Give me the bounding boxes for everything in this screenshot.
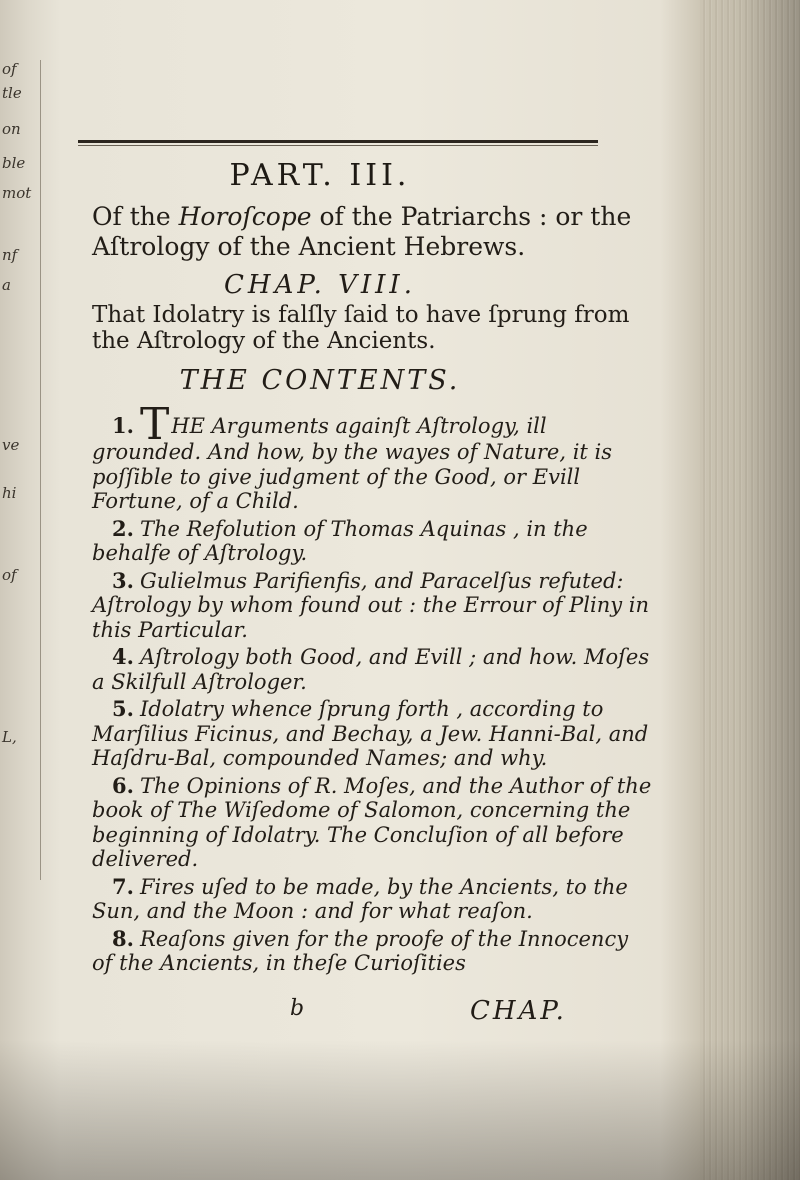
item-number: 1. xyxy=(112,413,134,438)
section-title xyxy=(92,202,652,262)
title-text-rest: of the Patriarchs : or the Aſtrology of the Ancient Hebrews. xyxy=(92,202,632,261)
prev-page-fragment: ble xyxy=(2,154,26,172)
chapter-heading: CHAP. VIII. xyxy=(224,270,416,300)
prev-page-fragment: of xyxy=(2,566,17,584)
item-text: Idolatry whence ſprung forth , according to Marſilius Ficinus, and Bechay, a Jew. Hanni-Bal, and Haſdru-Bal, compounded Names; and why. xyxy=(92,697,649,770)
contents-item xyxy=(92,875,652,924)
prev-page-fragment: ve xyxy=(2,436,20,454)
scan-shadow xyxy=(0,1040,800,1180)
contents-item xyxy=(92,569,652,643)
contents-item xyxy=(92,645,652,694)
header-rule xyxy=(78,140,598,143)
running-head: PART. III. xyxy=(229,158,411,193)
contents-item xyxy=(92,927,652,976)
prev-page-fragment: mot xyxy=(2,184,32,202)
book-page xyxy=(40,80,700,1040)
item-number: 8. xyxy=(112,925,134,951)
contents-item xyxy=(92,697,652,771)
drop-cap: T xyxy=(139,399,170,450)
item-text: The Refolution of Thomas Aquinas , in the behalfe of Aſtrology. xyxy=(92,516,588,565)
prev-page-fragment: hi xyxy=(2,484,17,502)
item-number: 3. xyxy=(112,567,134,593)
item-text: HE Arguments againſt Aſtrology, ill grounded. And how, by the wayes of Nature, it is poſſible to give judgment of the Good, or Evill Fortune, of a Child. xyxy=(92,414,613,513)
contents-item xyxy=(92,774,652,872)
item-number: 4. xyxy=(112,644,134,669)
item-text: Reaſons given for the proofe of the Innocency of the Ancients, in theſe Curioſities xyxy=(92,926,629,975)
contents-item xyxy=(92,517,652,566)
item-number: 6. xyxy=(112,772,134,798)
title-text: Of the xyxy=(92,202,179,231)
item-text: The Opinions of R. Moſes, and the Author of the book of The Wiſedome of Salomon, concerning the beginning of Idolatry. The Concluſion of all before delivered. xyxy=(92,773,652,871)
item-number: 2. xyxy=(112,515,134,541)
contents-list xyxy=(92,399,652,979)
previous-page-edge xyxy=(0,60,41,880)
item-text: Fires uſed to be made, by the Ancients, to the Sun, and the Moon : and for what reaſon. xyxy=(92,874,628,923)
contents-heading: THE CONTENTS. xyxy=(179,365,461,396)
item-number: 7. xyxy=(112,873,134,899)
catchword: CHAP. xyxy=(470,996,567,1026)
page-stack-edge xyxy=(700,0,800,1180)
chapter-subtitle: That Idolatry is falſly ſaid to have ſprung from the Aſtrology of the Ancients. xyxy=(92,302,630,354)
prev-page-fragment: on xyxy=(2,120,21,138)
item-text: Aſtrology both Good, and Evill ; and how. Moſes a Skilfull Aſtrologer. xyxy=(92,645,650,694)
prev-page-fragment: of xyxy=(2,60,17,78)
item-text: Gulielmus Parifienfis, and Paracelſus refuted: Aſtrology by whom found out : the Errour of Pliny in this Particular. xyxy=(92,568,650,642)
signature-mark: b xyxy=(290,996,305,1021)
item-number: 5. xyxy=(112,696,134,721)
prev-page-fragment: nf xyxy=(2,246,18,264)
prev-page-fragment: tle xyxy=(2,84,22,102)
contents-item xyxy=(92,399,652,514)
prev-page-fragment: a xyxy=(2,276,11,294)
title-italic: Horoſcope xyxy=(178,202,312,231)
prev-page-fragment: L, xyxy=(2,728,17,746)
header-rule-thin xyxy=(78,145,598,146)
